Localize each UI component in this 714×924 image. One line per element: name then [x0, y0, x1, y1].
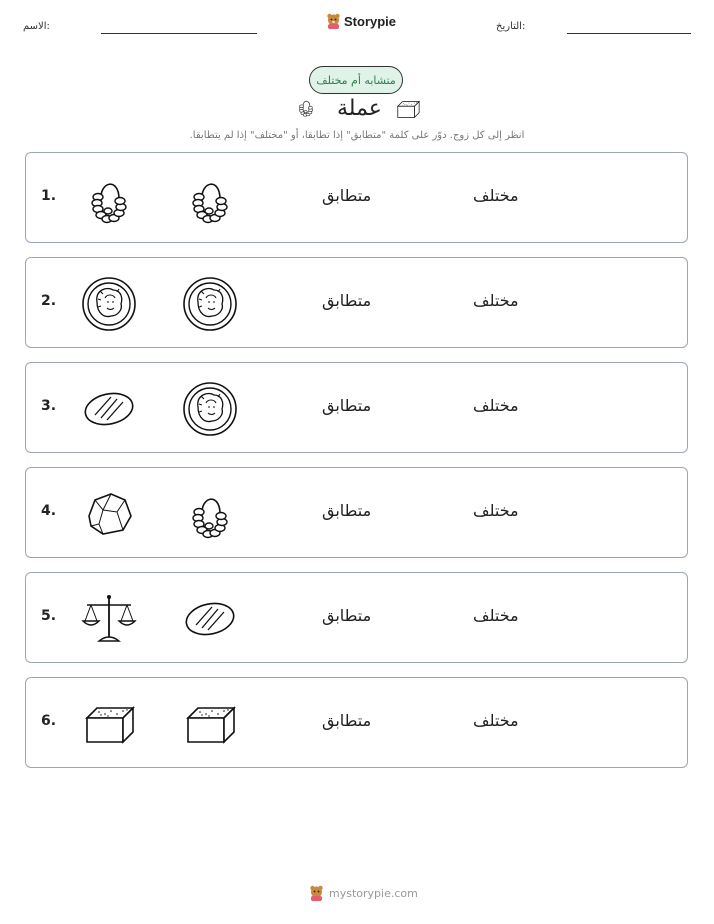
same-option[interactable]: متطابق — [322, 711, 372, 730]
oval-shell-icon — [182, 591, 238, 647]
same-option[interactable]: متطابق — [322, 291, 372, 310]
row-number: 2. — [41, 293, 57, 309]
exercise-row — [25, 257, 688, 348]
stone-icon — [81, 486, 137, 542]
different-option[interactable]: مختلف — [473, 501, 519, 520]
name-line[interactable] — [101, 33, 257, 34]
same-option[interactable]: متطابق — [322, 606, 372, 625]
exercise-row — [25, 362, 688, 453]
bead-necklace-icon — [295, 96, 317, 118]
exercise-row — [25, 467, 688, 558]
footer-url[interactable]: mystorypie.com — [329, 886, 418, 900]
brand-name: Storypie — [344, 13, 397, 29]
exercise-row — [25, 152, 688, 243]
page-title: عملة — [337, 96, 382, 121]
footer — [309, 885, 418, 901]
bear-mascot-icon — [309, 885, 324, 901]
brand-logo — [326, 13, 396, 29]
salt-block-icon — [81, 696, 137, 752]
date-line[interactable] — [567, 33, 691, 34]
row-number: 5. — [41, 608, 57, 624]
lion-coin-icon — [182, 276, 238, 332]
different-option[interactable]: مختلف — [473, 711, 519, 730]
different-option[interactable]: مختلف — [473, 186, 519, 205]
salt-block-icon — [393, 96, 423, 122]
name-label: الاسم: — [23, 21, 50, 32]
different-option[interactable]: مختلف — [473, 291, 519, 310]
row-number: 4. — [41, 503, 57, 519]
different-option[interactable]: مختلف — [473, 396, 519, 415]
date-label: التاريخ: — [496, 21, 526, 32]
balance-scale-icon — [81, 591, 137, 647]
oval-shell-icon — [81, 381, 137, 437]
exercise-row — [25, 677, 688, 768]
bead-necklace-icon — [182, 171, 238, 227]
worksheet-type-badge: متشابه أم مختلف — [309, 66, 403, 94]
lion-coin-icon — [182, 381, 238, 437]
row-number: 3. — [41, 398, 57, 414]
lion-coin-icon — [81, 276, 137, 332]
salt-block-icon — [182, 696, 238, 752]
exercise-row — [25, 572, 688, 663]
row-number: 6. — [41, 713, 57, 729]
row-number: 1. — [41, 188, 57, 204]
different-option[interactable]: مختلف — [473, 606, 519, 625]
same-option[interactable]: متطابق — [322, 396, 372, 415]
same-option[interactable]: متطابق — [322, 501, 372, 520]
bear-mascot-icon — [326, 13, 341, 29]
instructions: انظر إلى كل زوج. دوّر على كلمة "متطابق" إذا تطابقا، أو "مختلف" إذا لم يتطابقا. — [189, 130, 525, 141]
same-option[interactable]: متطابق — [322, 186, 372, 205]
bead-necklace-icon — [81, 171, 137, 227]
bead-necklace-icon — [182, 486, 238, 542]
